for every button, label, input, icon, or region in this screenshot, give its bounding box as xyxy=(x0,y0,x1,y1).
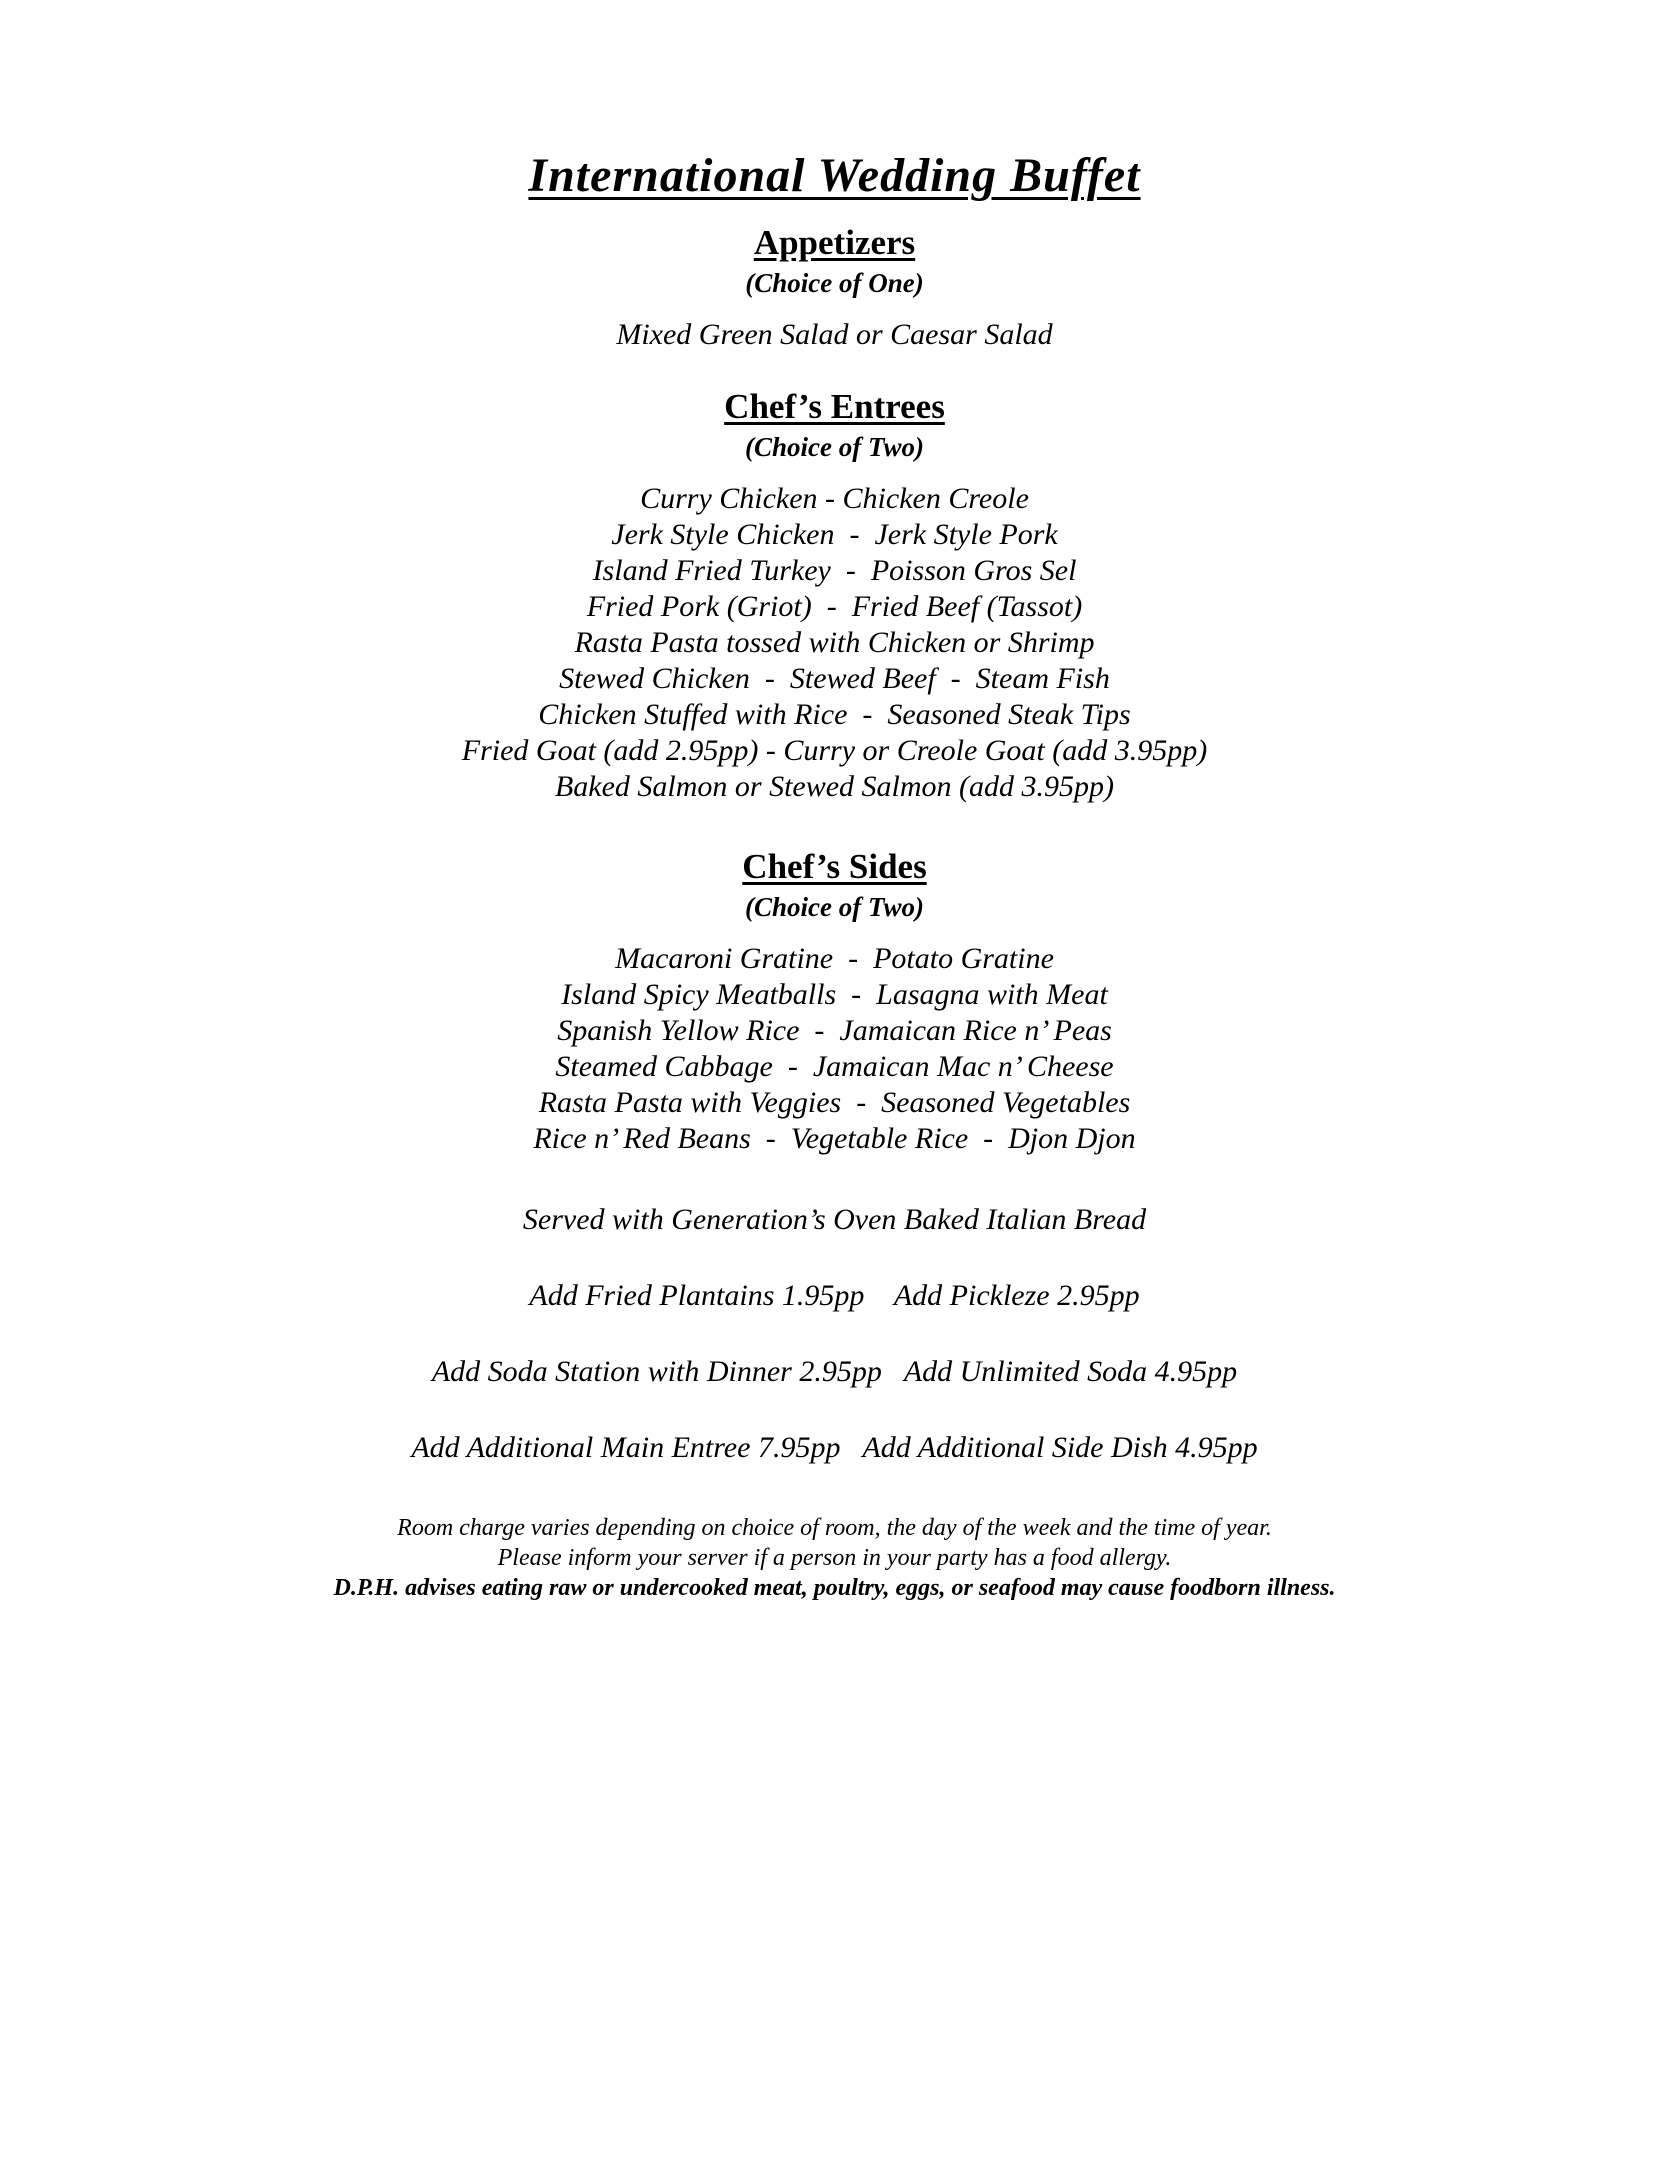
section-entrees xyxy=(0,387,1669,805)
menu-item: Rice n’ Red Beans - Vegetable Rice - Djon Djon xyxy=(533,1122,1136,1155)
entrees-items xyxy=(0,481,1669,805)
appetizers-items xyxy=(0,317,1669,353)
addon-line: Add Soda Station with Dinner 2.95pp Add Unlimited Soda 4.95pp xyxy=(431,1355,1238,1388)
addon-line: Add Fried Plantains 1.95pp Add Pickleze 2.95pp xyxy=(529,1279,1140,1312)
sides-items xyxy=(0,941,1669,1157)
menu-item: Chicken Stuffed with Rice - Seasoned Steak Tips xyxy=(538,698,1131,731)
sides-heading: Chef’s Sides xyxy=(742,847,927,886)
footer-allergy-note: Please inform your server if a person in your party has a food allergy. xyxy=(497,1545,1172,1571)
entrees-heading: Chef’s Entrees xyxy=(724,387,945,426)
menu-item: Island Fried Turkey - Poisson Gros Sel xyxy=(592,554,1077,587)
menu-item: Spanish Yellow Rice - Jamaican Rice n’ Peas xyxy=(557,1014,1112,1047)
page-title: International Wedding Buffet xyxy=(528,149,1141,202)
section-appetizers xyxy=(0,223,1669,353)
menu-item: Rasta Pasta with Veggies - Seasoned Vegetables xyxy=(538,1086,1131,1119)
menu-item: Baked Salmon or Stewed Salmon (add 3.95pp) xyxy=(554,770,1115,803)
section-sides xyxy=(0,847,1669,1157)
served-with-note: Served with Generation’s Oven Baked Italian Bread xyxy=(522,1203,1147,1236)
appetizers-choice-note: (Choice of One) xyxy=(745,268,924,298)
entrees-choice-note: (Choice of Two) xyxy=(745,432,924,462)
menu-item: Mixed Green Salad or Caesar Salad xyxy=(616,318,1053,351)
menu-item: Rasta Pasta tossed with Chicken or Shrimp xyxy=(574,626,1095,659)
menu-item: Jerk Style Chicken - Jerk Style Pork xyxy=(611,518,1058,551)
sides-choice-note: (Choice of Two) xyxy=(745,892,924,922)
menu-item: Island Spicy Meatballs - Lasagna with Meat xyxy=(561,978,1108,1011)
footer-notes xyxy=(0,1513,1669,1603)
addon-line: Add Additional Main Entree 7.95pp Add Additional Side Dish 4.95pp xyxy=(411,1431,1258,1464)
menu-item: Macaroni Gratine - Potato Gratine xyxy=(615,942,1054,975)
menu-item: Curry Chicken - Chicken Creole xyxy=(640,482,1029,515)
menu-item: Fried Goat (add 2.95pp) - Curry or Creole Goat (add 3.95pp) xyxy=(461,734,1208,767)
footer-dph-warning: D.P.H. advises eating raw or undercooked meat, poultry, eggs, or seafood may cause foodborn illness. xyxy=(333,1575,1336,1601)
appetizers-heading: Appetizers xyxy=(753,223,916,262)
footer-room-charge-note: Room charge varies depending on choice of room, the day of the week and the time of year. xyxy=(397,1515,1272,1541)
menu-item: Steamed Cabbage - Jamaican Mac n’ Cheese xyxy=(555,1050,1114,1083)
menu-item: Stewed Chicken - Stewed Beef - Steam Fish xyxy=(559,662,1110,695)
menu-item: Fried Pork (Griot) - Fried Beef (Tassot) xyxy=(586,590,1083,623)
